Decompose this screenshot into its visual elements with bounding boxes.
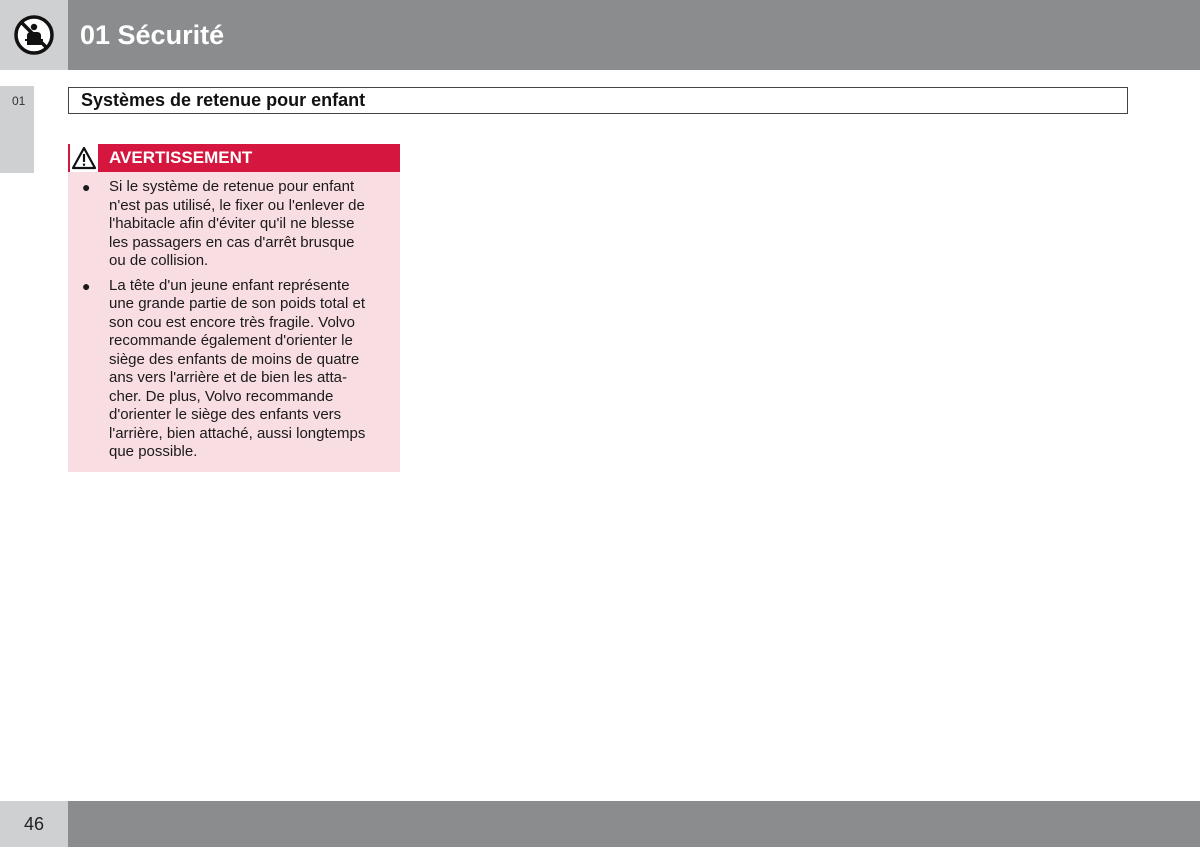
warning-title: AVERTISSEMENT bbox=[109, 148, 253, 167]
text-line: n'est pas utilisé, le fixer ou l'enlever de bbox=[109, 196, 365, 214]
warning-list bbox=[68, 172, 400, 462]
header-bar bbox=[68, 0, 1200, 70]
chapter-tab bbox=[0, 86, 34, 173]
warning-item-text bbox=[109, 178, 388, 271]
seatbelt-prohibited-icon bbox=[13, 14, 55, 56]
warning-item bbox=[82, 277, 388, 462]
text-line: d'orienter le siège des enfants vers bbox=[109, 406, 342, 423]
header-icon-box bbox=[0, 0, 68, 70]
footer-page-box bbox=[0, 801, 68, 847]
text-line: l'arrière, bien attaché, aussi longtemps bbox=[109, 424, 366, 442]
bullet-icon: ● bbox=[82, 277, 91, 294]
text-line: La tête d'un jeune enfant représente bbox=[109, 276, 350, 294]
warning-item-text bbox=[109, 277, 388, 462]
page-title: 01 Sécurité bbox=[80, 19, 225, 50]
warning-box bbox=[68, 144, 400, 472]
warning-header bbox=[68, 144, 400, 172]
text-line: Si le système de retenue pour enfant bbox=[109, 178, 355, 195]
text-line: les passagers en cas d'arrêt brusque bbox=[109, 233, 355, 251]
warning-triangle-icon bbox=[70, 144, 98, 172]
text-line: recommande également d'orienter le bbox=[109, 332, 353, 349]
text-line: siège des enfants de moins de quatre bbox=[109, 350, 360, 368]
text-line: ans vers l'arrière et de bien les atta- bbox=[109, 369, 347, 386]
text-line: ou de collision. bbox=[109, 252, 209, 269]
text-line: que possible. bbox=[109, 443, 198, 460]
chapter-label: 01 bbox=[12, 94, 26, 108]
section-heading-text: Systèmes de retenue pour enfant bbox=[81, 90, 366, 110]
page-number: 46 bbox=[23, 813, 45, 834]
warning-item bbox=[82, 178, 388, 271]
section-heading bbox=[68, 87, 1128, 114]
bullet-icon: ● bbox=[82, 179, 91, 195]
text-line: une grande partie de son poids total et bbox=[109, 295, 366, 312]
text-line: son cou est encore très fragile. Volvo bbox=[109, 313, 355, 331]
footer-bar bbox=[68, 801, 1200, 847]
text-line: cher. De plus, Volvo recommande bbox=[109, 387, 334, 405]
text-line: l'habitacle afin d'éviter qu'il ne blesse bbox=[109, 215, 355, 232]
